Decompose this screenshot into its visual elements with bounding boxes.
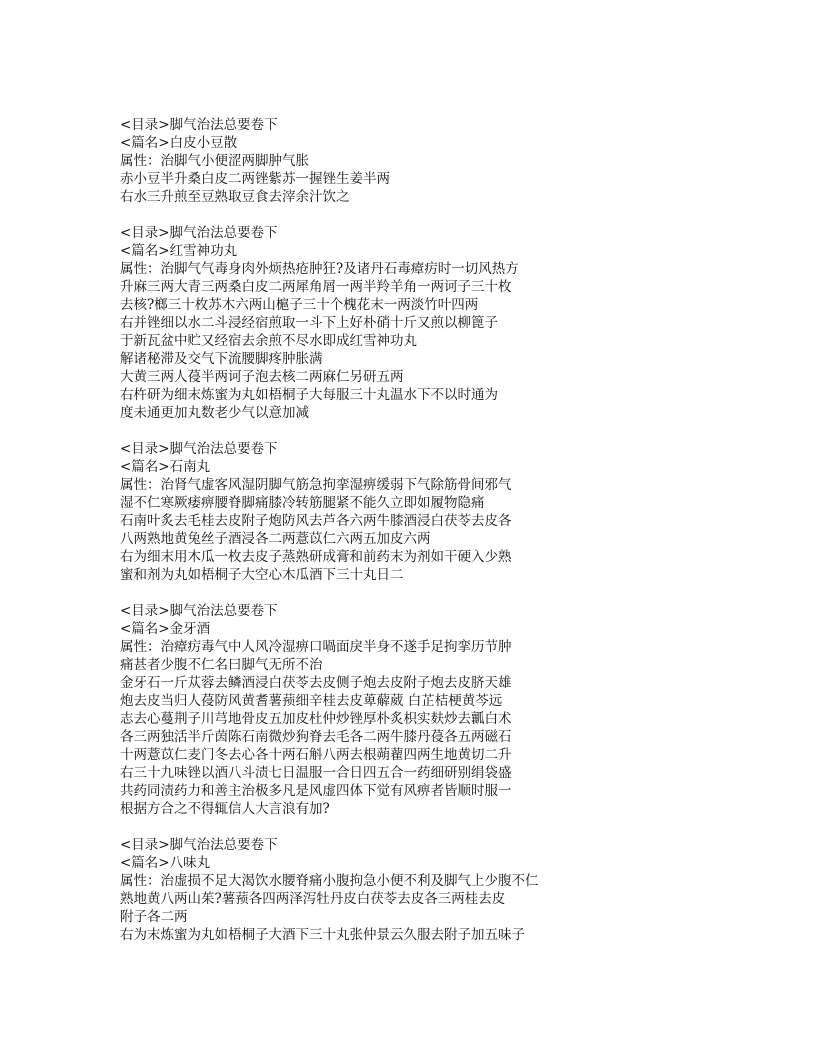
text-line: 根据方合之不得辄信人大言浪有加?: [120, 801, 330, 817]
text-line: 右为末炼蜜为丸如梧桐子大酒下三十丸张仲景云久服去附子加五味子: [120, 927, 525, 943]
recipe-entry: [120, 836, 560, 944]
catalog-line: <目录>脚气治法总要卷下: [120, 603, 278, 619]
text-line: 炮去皮当归人葠防风黄耆薯蓣细辛桂去皮萆薢葳 白芷桔梗黄芩远: [120, 693, 503, 709]
text-line: 金牙石一斤苁蓉去鳞酒浸白茯苓去皮侧子炮去皮附子炮去皮脐天雄: [120, 675, 512, 691]
text-line: 属性：治肾气虚客风湿阴脚气筋急拘挛湿痹缓弱下气除筋骨间邪气: [120, 477, 512, 493]
text-line: 右三十九味锉以酒八斗渍七日温服一合日四五合一药细研别绢袋盛: [120, 765, 512, 781]
text-line: 熟地黄八两山茱?薯蓣各四两泽泻牡丹皮白茯苓去皮各三两桂去皮: [120, 891, 506, 907]
entry-title: <篇名>八味丸: [120, 855, 211, 871]
text-line: 右并锉细以水二斗浸经宿煎取一斗下上好朴硝十斤又煎以柳篦子: [120, 315, 498, 331]
recipe-entry: [120, 116, 560, 206]
catalog-line: <目录>脚气治法总要卷下: [120, 225, 278, 241]
text-line: 附子各二两: [120, 909, 188, 925]
text-line: 右杵研为细末炼蜜为丸如梧桐子大每服三十丸温水下不以时通为: [120, 387, 498, 403]
document-body: [120, 116, 560, 962]
text-line: 大黄三两人葠半两诃子泡去核二两麻仁另研五两: [120, 369, 404, 385]
entry-title: <篇名>红雪神功丸: [120, 243, 238, 259]
text-line: 石南叶炙去毛桂去皮附子炮防风去芦各六两牛膝酒浸白茯苓去皮各: [120, 513, 512, 529]
entry-title: <篇名>白皮小豆散: [120, 135, 238, 151]
text-line: 各三两独活半斤茵陈石南微炒狗脊去毛各二两牛膝丹葠各五两磁石: [120, 729, 512, 745]
text-line: 于新瓦盆中贮又经宿去余煎不尽水即成红雪神功丸: [120, 333, 417, 349]
text-line: 属性：治虚损不足大渴饮水腰脊痛小腹拘急小便不利及脚气上少腹不仁: [120, 873, 539, 889]
text-line: 湿不仁寒厥痿痹腰脊脚痛膝冷转筋腿紧不能久立即如履物隐痛: [120, 495, 485, 511]
text-line: 八两熟地黄兔丝子酒浸各二两薏苡仁六两五加皮六两: [120, 531, 431, 547]
catalog-line: <目录>脚气治法总要卷下: [120, 441, 278, 457]
catalog-line: <目录>脚气治法总要卷下: [120, 117, 278, 133]
recipe-entry: [120, 224, 560, 422]
entry-title: <篇名>金牙酒: [120, 621, 211, 637]
text-line: 升麻三两大青三两桑白皮二两犀角屑一两半羚羊角一两诃子三十枚: [120, 279, 512, 295]
text-line: 右水三升煎至豆熟取豆食去滓余汁饮之: [120, 189, 350, 205]
entry-title: <篇名>石南丸: [120, 459, 211, 475]
recipe-entry: [120, 440, 560, 584]
text-line: 度未通更加丸数老少气以意加减: [120, 405, 309, 421]
text-line: 属性：治脚气小便涩两脚肿气胀: [120, 153, 309, 169]
text-line: 志去心蔓荆子川芎地骨皮五加皮杜仲炒锉厚朴炙枳实麸炒去瓤白术: [120, 711, 512, 727]
recipe-entry: [120, 602, 560, 818]
catalog-line: <目录>脚气治法总要卷下: [120, 837, 278, 853]
text-line: 蜜和剂为丸如梧桐子大空心木瓜酒下三十丸日二: [120, 567, 404, 583]
text-line: 去核?榔三十枚苏木六两山槴子三十个槐花末一两淡竹叶四两: [120, 297, 479, 313]
text-line: 十两薏苡仁麦门冬去心各十两石斛八两去根蒴藋四两生地黄切二升: [120, 747, 512, 763]
text-line: 痛甚者少腹不仁名曰脚气无所不治: [120, 657, 323, 673]
text-line: 属性：治瘴疠毒气中人风冷湿痹口喎面戾半身不遂手足拘挛历节肿: [120, 639, 512, 655]
text-line: 共药同渍药力和善主治极多凡是风虚四体下觉有风痹者皆顺时服一: [120, 783, 512, 799]
text-line: 右为细末用木瓜一枚去皮子蒸熟研成膏和前药末为剂如干硬入少熟: [120, 549, 512, 565]
text-line: 属性：治脚气气毒身肉外烦热疮肿狂?及诸丹石毒瘴疠时一切风热方: [120, 261, 519, 277]
text-line: 赤小豆半升桑白皮二两锉紫苏一握锉生姜半两: [120, 171, 390, 187]
text-line: 解诸秘滞及交气下流腰脚疼肿胀满: [120, 351, 323, 367]
